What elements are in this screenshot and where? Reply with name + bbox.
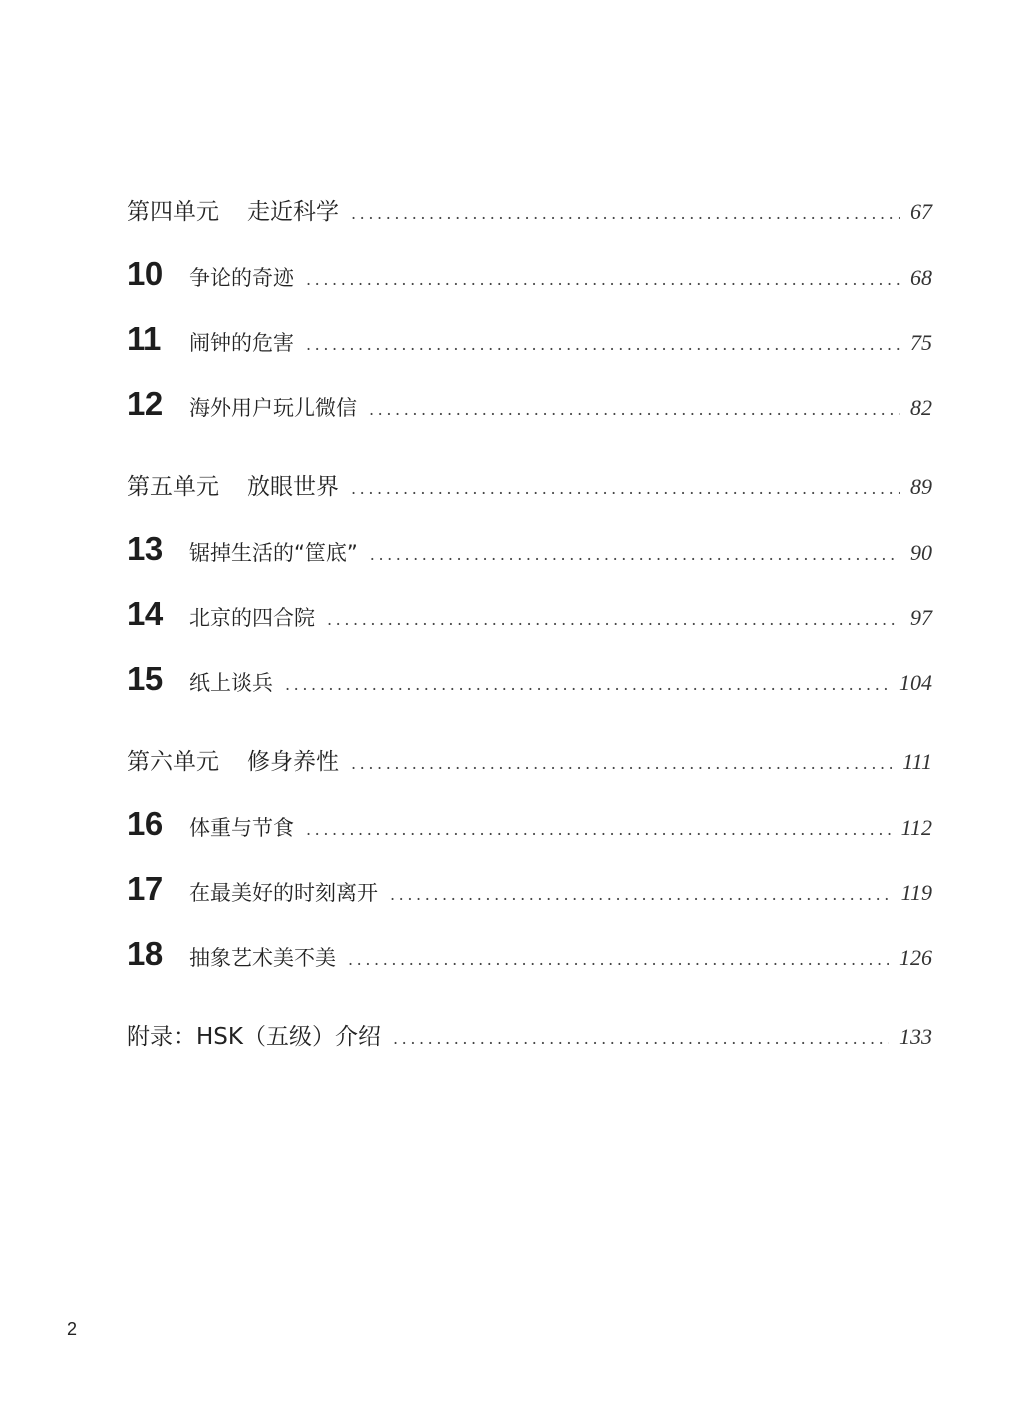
unit-topic: 放眼世界 — [247, 474, 339, 500]
dot-leader — [306, 820, 891, 839]
lesson-number: 12 — [127, 385, 163, 422]
unit-title — [127, 468, 339, 501]
lesson-title: 海外用户玩儿微信 — [189, 396, 357, 420]
toc-unit-6[interactable] — [127, 743, 932, 776]
toc-lesson-10[interactable] — [127, 255, 932, 293]
unit-title — [127, 193, 339, 226]
dot-leader — [285, 675, 889, 694]
lesson-title: 体重与节食 — [189, 816, 294, 840]
unit-title — [127, 743, 339, 776]
dot-leader — [370, 545, 900, 564]
page-number: 111 — [902, 749, 932, 774]
toc-unit-4[interactable] — [127, 193, 932, 226]
page-number: 112 — [900, 815, 932, 840]
dot-leader — [369, 400, 900, 419]
page-number: 119 — [900, 880, 932, 905]
page-number: 89 — [910, 474, 932, 499]
toc-lesson-13[interactable] — [127, 530, 932, 568]
page-number: 67 — [910, 199, 932, 224]
lesson-title: 锯掉生活的“筐底” — [189, 541, 358, 565]
dot-leader — [351, 204, 900, 223]
page-number: 68 — [910, 265, 932, 290]
lesson-title: 闹钟的危害 — [189, 331, 294, 355]
dot-leader — [306, 270, 900, 289]
page-number: 126 — [899, 945, 932, 970]
toc-lesson-12[interactable] — [127, 385, 932, 423]
toc-lesson-18[interactable] — [127, 935, 932, 973]
page-number: 82 — [910, 395, 932, 420]
unit-name: 第五单元 — [127, 474, 219, 500]
lesson-title: 北京的四合院 — [189, 606, 315, 630]
dot-leader — [393, 1029, 889, 1048]
unit-topic: 修身养性 — [247, 749, 339, 775]
lesson-title: 纸上谈兵 — [189, 671, 273, 695]
lesson-title: 抽象艺术美不美 — [189, 946, 336, 970]
unit-name: 第六单元 — [127, 749, 219, 775]
toc-lesson-17[interactable] — [127, 870, 932, 908]
lesson-number: 11 — [127, 320, 161, 357]
page-number: 75 — [910, 330, 932, 355]
lesson-number: 15 — [127, 660, 163, 697]
lesson-title: 在最美好的时刻离开 — [189, 881, 378, 905]
appendix-title: 附录：HSK（五级）介绍 — [127, 1024, 381, 1050]
lesson-number: 14 — [127, 595, 163, 632]
dot-leader — [348, 950, 889, 969]
toc-lesson-14[interactable] — [127, 595, 932, 633]
unit-name: 第四单元 — [127, 199, 219, 225]
lesson-number: 13 — [127, 530, 163, 567]
toc-lesson-11[interactable] — [127, 320, 932, 358]
lesson-number: 10 — [127, 255, 163, 292]
lesson-number: 18 — [127, 935, 163, 972]
dot-leader — [327, 610, 900, 629]
dot-leader — [390, 885, 891, 904]
toc-appendix[interactable] — [127, 1018, 932, 1051]
page-number: 97 — [910, 605, 932, 630]
page-number: 133 — [899, 1024, 932, 1049]
toc-lesson-15[interactable] — [127, 660, 932, 698]
lesson-number: 16 — [127, 805, 163, 842]
footer-page-number: 2 — [67, 1319, 78, 1339]
page-number: 104 — [899, 670, 932, 695]
unit-topic: 走近科学 — [247, 199, 339, 225]
lesson-title: 争论的奇迹 — [189, 266, 294, 290]
toc-unit-5[interactable] — [127, 468, 932, 501]
page-number: 90 — [910, 540, 932, 565]
lesson-number: 17 — [127, 870, 163, 907]
toc-lesson-16[interactable] — [127, 805, 932, 843]
dot-leader — [351, 479, 900, 498]
dot-leader — [306, 335, 900, 354]
dot-leader — [351, 754, 892, 773]
